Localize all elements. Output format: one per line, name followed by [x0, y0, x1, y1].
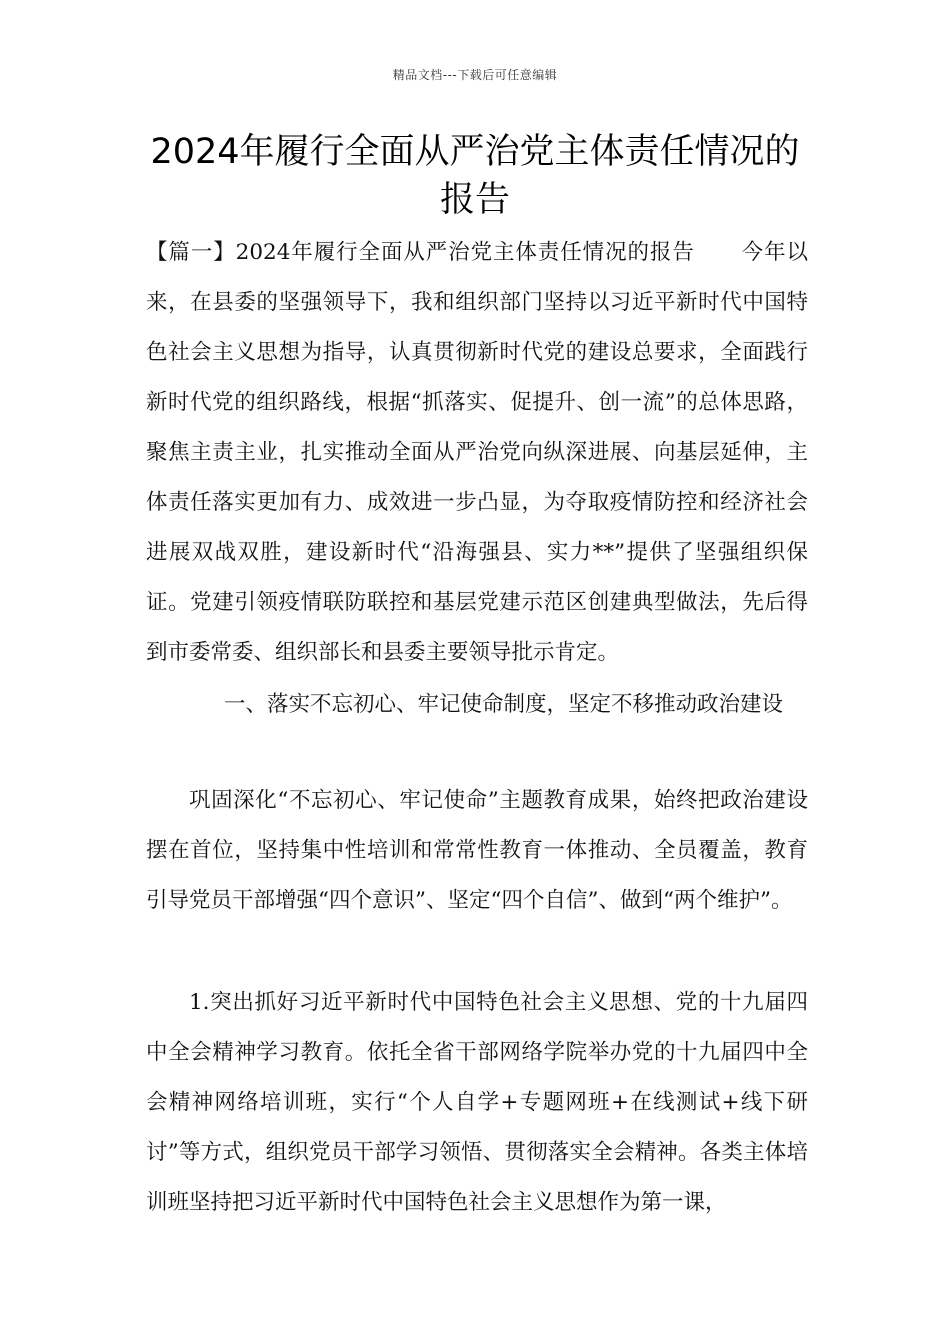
paragraph-political-building: [146, 776, 808, 926]
paragraph-intro: [146, 228, 808, 678]
paragraph-study-education: [146, 978, 808, 1228]
document-title: 2024年履行全面从严治党主体责任情况的报告: [150, 132, 800, 220]
paragraph-study-education-text: 1.突出抓好习近平新时代中国特色社会主义思想、党的十九届四中全会精神学习教育。依托全省干部网络学院举办党的十九届四中全会精神网络培训班，实行“个人自学+专题网班+在线测试+线下研讨”等方式，组织党员干部学习领悟、贯彻落实全会精神。各类主体培训班坚持把习近平新时代中国特色社会主义思想作为第一课，: [146, 990, 808, 1215]
paragraph-political-building-text: 巩固深化“不忘初心、牢记使命”主题教育成果，始终把政治建设摆在首位，坚持集中性培训和常常性教育一体推动、全员覆盖，教育引导党员干部增强“四个意识”、坚定“四个自信”、做到“两个维护”。: [146, 788, 808, 913]
header-note: 精品文档---下载后可任意编辑: [392, 68, 558, 82]
section-heading-1-text: 一、落实不忘初心、牢记使命制度，坚定不移推动政治建设: [224, 692, 784, 717]
section-heading-1: [146, 680, 808, 730]
paragraph-intro-lead: 【篇一】2024年履行全面从严治党主体责任情况的报告: [146, 240, 695, 265]
paragraph-intro-body: 今年以来，在县委的坚强领导下，我和组织部门坚持以习近平新时代中国特色社会主义思想为指导，认真贯彻新时代党的建设总要求，全面践行新时代党的组织路线，根据“抓落实、促提升、创一流”的总体思路，聚焦主责主业，扎实推动全面从严治党向纵深进展、向基层延伸，主体责任落实更加有力、成效进一步凸显，为夺取疫情防控和经济社会进展双战双胜，建设新时代“沿海强县、实力**”提供了坚强组织保证。党建引领疫情联防联控和基层党建示范区创建典型做法，先后得到市委常委、组织部长和县委主要领导批示肯定。: [146, 240, 808, 665]
